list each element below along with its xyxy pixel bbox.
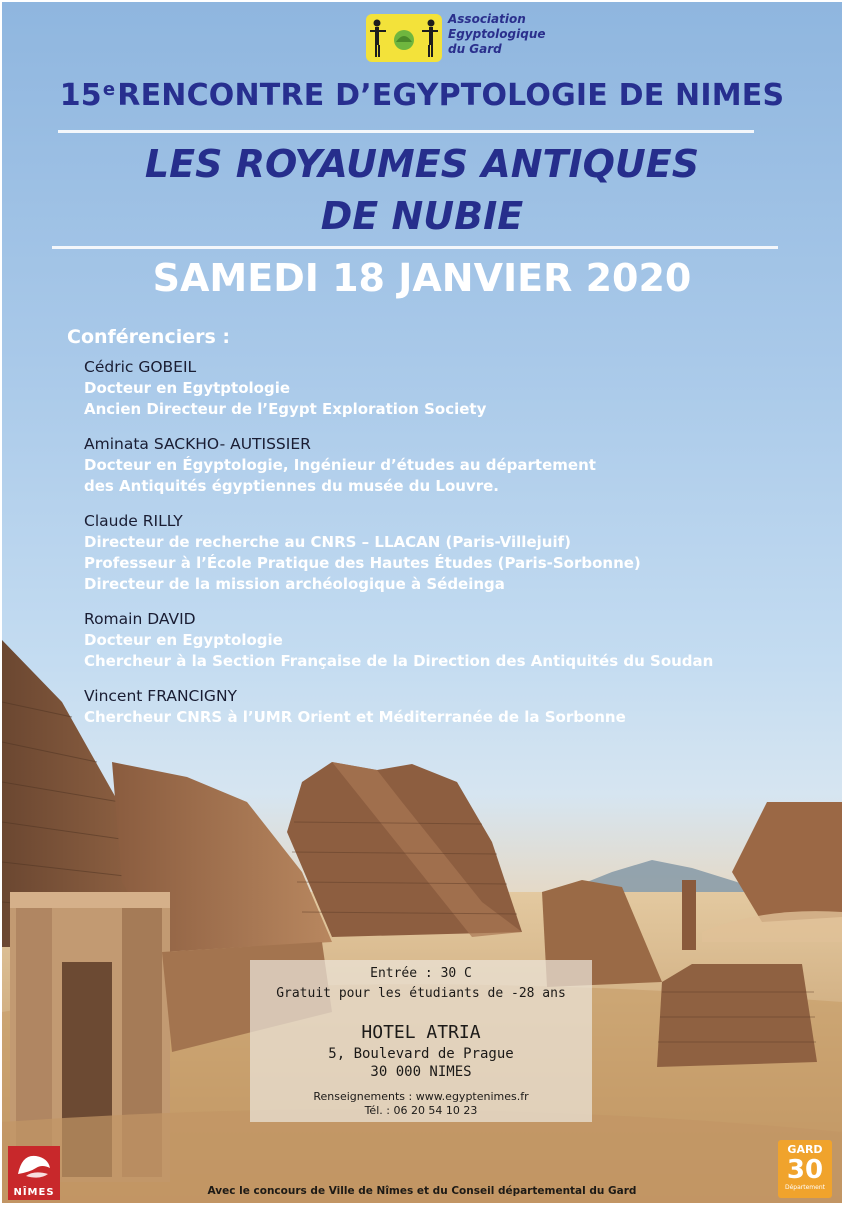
speaker-name: Aminata SACKHO- AUTISSIER [84, 435, 311, 453]
speaker-title: Chercheur à la Section Française de la Direction des Antiquités du Soudan [84, 652, 714, 670]
speaker-title: Chercheur CNRS à l’UMR Orient et Méditerranée de la Sorbonne [84, 708, 626, 726]
speaker-name: Cédric GOBEIL [84, 358, 197, 376]
speaker-title: Professeur à l’École Pratique des Hautes Études (Paris-Sorbonne) [84, 554, 641, 572]
main-title-line1: LES ROYAUMES ANTIQUES [144, 142, 700, 186]
info-phone: Tél. : 06 20 54 10 23 [364, 1104, 478, 1117]
footer-credit: Avec le concours de Ville de Nîmes et du Conseil départemental du Gard [207, 1185, 637, 1197]
speaker-title: Ancien Directeur de l’Egypt Exploration Society [84, 400, 487, 418]
entry-price: Entrée : 30 C [370, 966, 472, 981]
event-date: SAMEDI 18 JANVIER 2020 [152, 256, 692, 300]
speaker-title: Docteur en Egyptologie [84, 631, 283, 649]
main-title-line2: DE NUBIE [320, 194, 524, 238]
speaker-block [84, 434, 596, 497]
speaker-title: Directeur de recherche au CNRS – LLACAN (Paris-Villejuif) [84, 533, 571, 551]
gard-logo-sub: Département [785, 1184, 825, 1191]
speaker-title: des Antiquités égyptiennes du musée du Louvre. [84, 477, 499, 495]
association-name-line: Egyptologique [448, 27, 546, 41]
speaker-name: Romain DAVID [84, 610, 196, 628]
info-website: Renseignements : www.egyptenimes.fr [313, 1090, 529, 1103]
speaker-block [84, 609, 713, 672]
speaker-name: Vincent FRANCIGNY [84, 687, 238, 705]
student-price: Gratuit pour les étudiants de -28 ans [276, 986, 566, 1001]
association-name-line: Association [448, 12, 526, 26]
speaker-block [84, 686, 626, 728]
nimes-logo-text: NÎMES [13, 1187, 55, 1198]
event-superscript: e [102, 79, 116, 100]
poster [2, 2, 842, 1203]
speaker-title: Docteur en Egytptologie [84, 379, 291, 397]
association-logo [366, 14, 442, 62]
divider-bottom [52, 246, 778, 249]
gard-logo-number: 30 [786, 1155, 824, 1185]
venue-name: HOTEL ATRIA [361, 1022, 481, 1043]
association-name-line: du Gard [448, 42, 502, 56]
speaker-name: Claude RILLY [84, 512, 183, 530]
venue-city: 30 000 NIMES [370, 1064, 472, 1080]
venue-address: 5, Boulevard de Prague [328, 1046, 514, 1062]
speaker-block [84, 511, 641, 595]
speaker-block [84, 357, 486, 420]
speaker-title: Directeur de la mission archéologique à Sédeinga [84, 575, 505, 593]
divider-top [58, 130, 754, 133]
event-title [2, 78, 842, 113]
info-panel [250, 960, 592, 1122]
event-number: 15 [59, 78, 102, 113]
speaker-title: Docteur en Égyptologie, Ingénieur d’études au département [84, 456, 596, 474]
association-name [448, 12, 608, 57]
event-title-rest: RENCONTRE D’EGYPTOLOGIE DE NIMES [117, 78, 785, 113]
speakers-heading: Conférenciers : [67, 326, 231, 348]
gard-logo-name: GARD [787, 1143, 823, 1156]
